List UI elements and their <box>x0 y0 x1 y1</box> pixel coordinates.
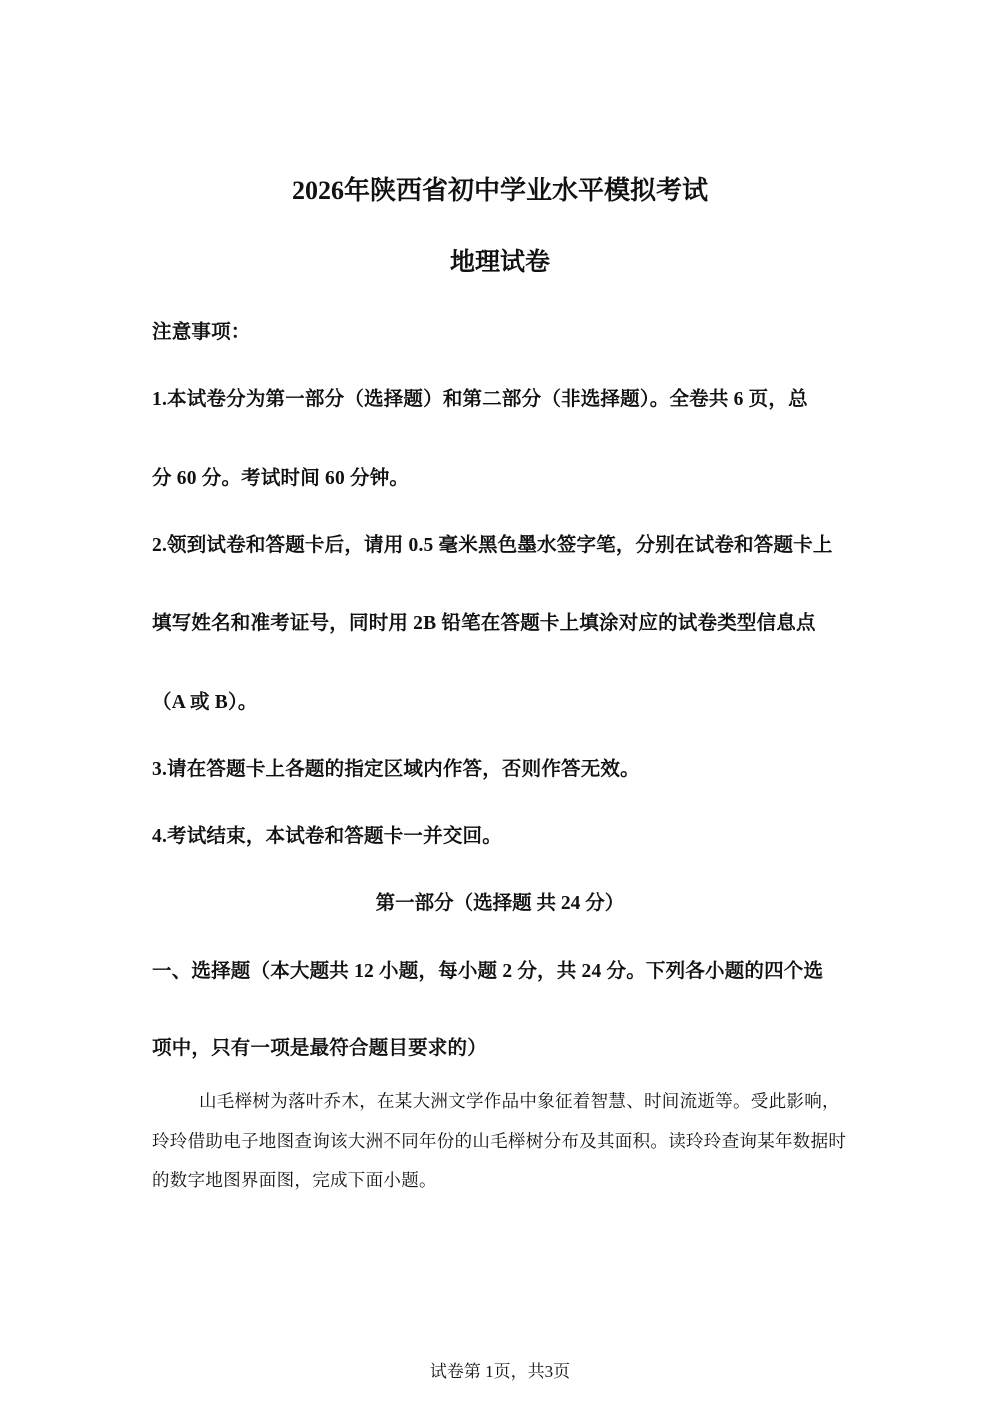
notice-item-2-line-3: （A 或 B）。 <box>152 692 258 713</box>
page-footer: 试卷第 1页，共3页 <box>429 1362 571 1381</box>
passage-line-2: 玲玲借助电子地图查询该大洲不同年份的山毛榉树分布及其面积。读玲玲查询某年数据时 <box>152 1132 847 1152</box>
passage-line-1: 山毛榉树为落叶乔木，在某大洲文学作品中象征着智慧、时间流逝等。受此影响， <box>199 1092 840 1112</box>
notice-item-1-line-1: 1.本试卷分为第一部分（选择题）和第二部分（非选择题）。全卷共 6 页，总 <box>152 389 808 410</box>
notice-heading: 注意事项： <box>152 322 251 343</box>
section-heading-line-1: 一、选择题（本大题共 12 小题，每小题 2 分，共 24 分。下列各小题的四个选 <box>152 961 824 982</box>
notice-item-3: 3.请在答题卡上各题的指定区域内作答，否则作答无效。 <box>152 759 640 780</box>
part-one-heading: 第一部分（选择题 共 24 分） <box>375 893 625 914</box>
exam-title: 2026年陕西省初中学业水平模拟考试 <box>291 176 708 205</box>
notice-item-1-line-2: 分 60 分。考试时间 60 分钟。 <box>152 468 410 489</box>
exam-subtitle: 地理试卷 <box>449 249 550 276</box>
notice-item-4: 4.考试结束，本试卷和答题卡一并交回。 <box>152 826 502 847</box>
section-heading-line-2: 项中，只有一项是最符合题目要求的） <box>152 1038 487 1059</box>
notice-item-2-line-2: 填写姓名和准考证号，同时用 2B 铅笔在答题卡上填涂对应的试卷类型信息点 <box>152 613 816 634</box>
passage-line-3: 的数字地图界面图，完成下面小题。 <box>152 1171 437 1191</box>
notice-item-2-line-1: 2.领到试卷和答题卡后，请用 0.5 毫米黑色墨水签字笔，分别在试卷和答题卡上 <box>152 535 833 556</box>
